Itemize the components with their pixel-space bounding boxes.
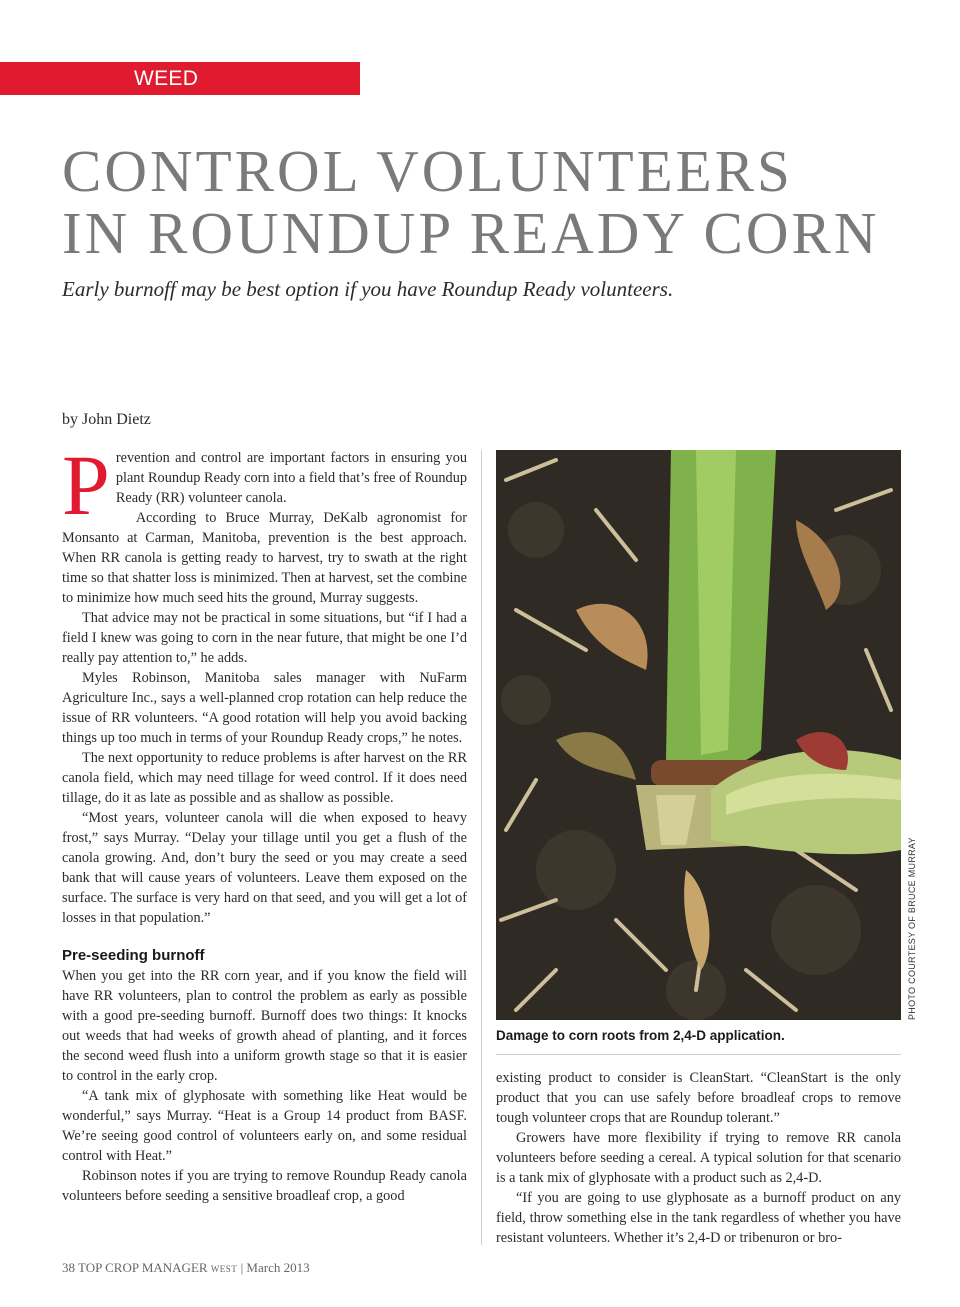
byline: by John Dietz [62,411,151,428]
body-column-right [496,1068,901,1248]
article-deck: Early burnoff may be best option if you have Roundup Ready volunteers. [62,277,674,301]
body-paragraph: Growers have more flexibility if trying to remove RR canola volunteers before seeding a cereal. A typical solution for that scenario is a tank mix of glyphosate with a product such as 2,4-D. [496,1130,901,1186]
section-label [0,62,360,123]
body-paragraph: “If you are going to use glyphosate as a burnoff product on any field, throw something else in the tank regardless of whether you have resistant volunteers. Whether it’s 2,4-D or tribenuron or bro- [496,1190,901,1246]
subheading: Pre-seeding burnoff [62,947,205,964]
photo-credit: PHOTO COURTESY OF BRUCE MURRAY [907,837,917,1020]
headline-line-2: IN ROUNDUP READY CORN [62,200,880,266]
caption-divider [496,1054,901,1055]
page-footer [62,1260,310,1276]
section-label-light: WEED [134,67,199,90]
body-paragraph: Prevention and control are important factors in ensuring you plant Roundup Ready corn into a field that’s free of Roundup Ready (RR) volunteer canola. [62,437,467,533]
photo-caption: Damage to corn roots from 2,4-D application. [496,1028,785,1043]
headline-line-1: CONTROL VOLUNTEERS [62,138,793,204]
article-headline [62,140,879,264]
drop-cap: P [62,437,110,533]
magazine-name: TOP CROP MANAGER [78,1260,208,1275]
corn-root-photo [496,450,901,1020]
body-paragraph: According to Bruce Murray, DeKalb agronomist for Monsanto at Carman, Manitoba, prevention is the best approach. When RR canola is getting ready to harvest, try to swath at the right time so that shatter loss is minimized. Then at harvest, set the combine to minimize how much seed hits the ground, Murray suggests. [62,510,467,606]
body-paragraph: That advice may not be practical in some situations, but “if I had a field I knew was going to corn in the near future, that might be one I’d really pay attention to,” he adds. [62,610,467,666]
body-paragraph: “Most years, volunteer canola will die when exposed to heavy frost,” says Murray. “Delay your tillage until you get a flush of the canola growing. And, don’t bury the seed or you may create a seed bank that will cause years of volunteers. Leave them exposed on the surface. The surface is very hard on that seed, and you will get a lot of losses in that population.” [62,810,467,926]
body-paragraph: “A tank mix of glyphosate with something like Heat would be wonderful,” says Murray. “Heat is a Group 14 product from BASF. We’re seeing good control of volunteers early on, and some residual control with Heat.” [62,1088,467,1164]
edition-label: WEST [210,1264,238,1274]
body-column-left [62,437,467,1206]
column-divider [481,450,482,1245]
body-paragraph: Robinson notes if you are trying to remove Roundup Ready canola volunteers before seeding a sensitive broadleaf crop, a good [62,1168,467,1204]
body-paragraph: Myles Robinson, Manitoba sales manager with NuFarm Agriculture Inc., says a well-planned crop rotation can help reduce the issue of RR volunteers. “A good rotation will help you avoid backing things up too much in terms of your Roundup Ready crops,” he notes. [62,670,467,746]
issue-date: March 2013 [246,1260,310,1275]
body-paragraph: The next opportunity to reduce problems is after harvest on the RR canola field, which may need tillage for weed control. If it does need tillage, do it as late as possible and as shallow as possible. [62,750,467,806]
body-paragraph: existing product to consider is CleanStart. “CleanStart is the only product that you can use safely before broadleaf crops to remove tough volunteer crops that are Roundup tolerant.” [496,1070,901,1126]
footer-separator: | [237,1260,247,1275]
page-number: 38 [62,1260,75,1275]
section-label-bold: MANAGEMENT [134,100,290,123]
body-paragraph: When you get into the RR corn year, and if you know the field will have RR volunteers, plan to control the problem as early as possible with a good pre-seeding burnoff. Burnoff does two things: It knocks out weeds that had weeks of growth ahead of planting, and it forces the second weed flush into a uniform growth stage so that it is easier to control in the early crop. [62,968,467,1084]
